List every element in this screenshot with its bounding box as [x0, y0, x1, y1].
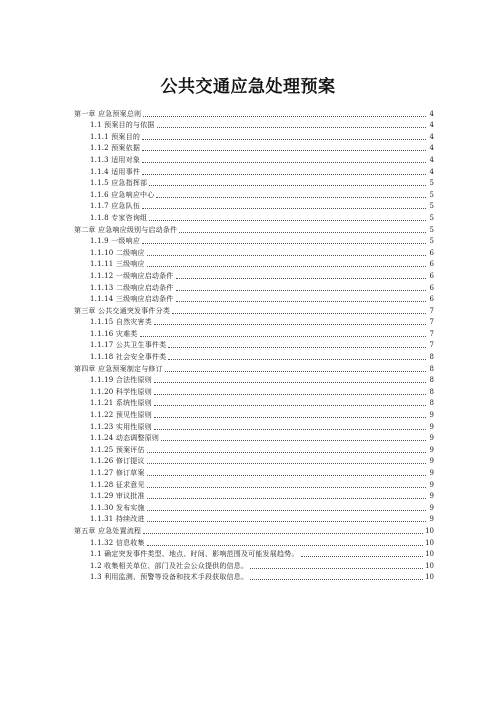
toc-entry-label: 第五章 应急处置流程	[74, 526, 142, 535]
toc-dot-leader	[147, 462, 426, 464]
toc-dot-leader	[168, 346, 426, 348]
toc-dot-leader	[161, 439, 426, 441]
toc-dot-leader	[143, 532, 423, 534]
toc-section-entry[interactable]	[74, 396, 434, 408]
toc-page-number: 5	[429, 190, 434, 199]
toc-section-entry[interactable]	[74, 558, 434, 570]
toc-page-number: 6	[429, 248, 434, 257]
toc-section-entry[interactable]	[74, 118, 434, 130]
toc-entry-label: 1.1.17 公共卫生事件类	[90, 341, 167, 350]
toc-page-number: 5	[429, 202, 434, 211]
toc-page-number: 4	[429, 155, 434, 164]
toc-entry-label: 1.2 收集相关单位、部门及社会公众提供的信息。	[90, 561, 249, 570]
toc-section-entry[interactable]	[74, 489, 434, 501]
toc-entry-label: 1.1.22 预见性原则	[90, 411, 152, 420]
toc-dot-leader	[147, 451, 426, 453]
toc-page-number: 8	[429, 364, 434, 373]
toc-entry-label: 1.1 确定突发事件类型、地点、时间、影响范围及可能发展趋势。	[90, 550, 299, 559]
toc-dot-leader	[149, 184, 426, 186]
toc-entry-label: 1.1.25 预案评估	[90, 445, 145, 454]
toc-page-number: 9	[429, 503, 434, 512]
toc-entry-label: 1.1.6 应急响应中心	[90, 190, 155, 199]
toc-entry-label: 第三章 公共交通突发事件分类	[74, 306, 171, 315]
toc-page-number: 8	[429, 399, 434, 408]
toc-section-entry[interactable]	[74, 268, 434, 280]
toc-chapter-entry[interactable]	[74, 222, 434, 234]
toc-entry-label: 1.1.31 持续改进	[90, 515, 145, 524]
toc-dot-leader	[147, 486, 426, 488]
toc-entry-label: 1.1.28 征求意见	[90, 480, 145, 489]
toc-entry-label: 1.1.32 信息收集	[90, 538, 145, 547]
toc-section-entry[interactable]	[74, 164, 434, 176]
toc-dot-leader	[147, 254, 426, 256]
toc-page-number: 7	[429, 306, 434, 315]
toc-page-number: 8	[429, 376, 434, 385]
toc-section-entry[interactable]	[74, 500, 434, 512]
toc-dot-leader	[147, 544, 423, 546]
toc-section-entry[interactable]	[74, 442, 434, 454]
toc-dot-leader	[147, 509, 426, 511]
toc-page-number: 6	[429, 283, 434, 292]
toc-section-entry[interactable]	[74, 338, 434, 350]
table-of-contents	[74, 106, 434, 581]
toc-page-number: 6	[429, 271, 434, 280]
toc-section-entry[interactable]	[74, 535, 434, 547]
toc-entry-label: 1.1.23 实用性原则	[90, 422, 152, 431]
toc-entry-label: 1.1.15 自然灾害类	[90, 318, 152, 327]
toc-section-entry[interactable]	[74, 257, 434, 269]
toc-section-entry[interactable]	[74, 141, 434, 153]
toc-dot-leader	[154, 404, 426, 406]
toc-page-number: 9	[429, 434, 434, 443]
toc-section-entry[interactable]	[74, 431, 434, 443]
toc-chapter-entry[interactable]	[74, 361, 434, 373]
toc-dot-leader	[147, 497, 426, 499]
toc-page-number: 10	[425, 538, 434, 547]
toc-page-number: 5	[429, 237, 434, 246]
toc-page-number: 10	[425, 526, 434, 535]
toc-page-number: 9	[429, 411, 434, 420]
toc-dot-leader	[142, 161, 426, 163]
toc-entry-label: 1.1.12 一级响应启动条件	[90, 271, 174, 280]
toc-section-entry[interactable]	[74, 176, 434, 188]
toc-section-entry[interactable]	[74, 477, 434, 489]
toc-section-entry[interactable]	[74, 419, 434, 431]
toc-page-number: 4	[429, 144, 434, 153]
toc-entry-label: 第四章 应急预案制定与修订	[74, 364, 163, 373]
toc-entry-label: 1.1.24 动态调整原则	[90, 434, 160, 443]
toc-page-number: 5	[429, 179, 434, 188]
toc-page-number: 9	[429, 469, 434, 477]
toc-section-entry[interactable]	[74, 407, 434, 419]
toc-dot-leader	[157, 126, 426, 128]
toc-dot-leader	[172, 312, 426, 314]
toc-section-entry[interactable]	[74, 187, 434, 199]
toc-dot-leader	[156, 196, 426, 198]
toc-page-number: 7	[429, 318, 434, 327]
toc-page-number: 9	[429, 480, 434, 489]
toc-section-entry[interactable]	[74, 384, 434, 396]
toc-dot-leader	[250, 567, 423, 569]
toc-dot-leader	[301, 555, 424, 557]
toc-dot-leader	[154, 428, 426, 430]
toc-page-number: 9	[429, 492, 434, 501]
toc-entry-label: 1.1.3 适用对象	[90, 155, 141, 164]
toc-entry-label: 1.1.8 专家咨询组	[90, 213, 148, 222]
toc-entry-label: 1.1.11 三级响应	[90, 260, 145, 269]
toc-section-entry[interactable]	[74, 129, 434, 141]
toc-dot-leader	[142, 173, 426, 175]
toc-page-number: 5	[429, 225, 434, 234]
toc-dot-leader	[176, 277, 427, 279]
toc-page-number: 7	[429, 341, 434, 350]
toc-section-entry[interactable]	[74, 234, 434, 246]
toc-entry-label: 1.1.26 修订提议	[90, 457, 145, 466]
toc-entry-label: 1.1.16 灾难类	[90, 329, 138, 338]
toc-section-entry[interactable]	[74, 570, 434, 582]
toc-dot-leader	[142, 149, 426, 151]
toc-page-number: 5	[429, 213, 434, 222]
toc-page-number: 10	[425, 550, 434, 559]
toc-entry-label: 1.1.29 审议批准	[90, 492, 145, 501]
toc-entry-label: 第一章 应急预案总则	[74, 109, 142, 118]
toc-dot-leader	[147, 474, 426, 476]
toc-entry-label: 1.1.1 预案目的	[90, 132, 141, 141]
toc-page-number: 4	[429, 109, 434, 118]
toc-chapter-entry[interactable]	[74, 523, 434, 535]
toc-dot-leader	[142, 242, 426, 244]
toc-section-entry[interactable]	[74, 280, 434, 292]
toc-section-entry[interactable]	[74, 454, 434, 466]
toc-section-entry[interactable]	[74, 465, 434, 477]
toc-entry-label: 1.1.27 修订草案	[90, 469, 145, 477]
toc-dot-leader	[154, 393, 426, 395]
toc-section-entry[interactable]	[74, 512, 434, 524]
toc-entry-label: 1.1.10 二级响应	[90, 248, 145, 257]
toc-chapter-entry[interactable]	[74, 106, 434, 118]
toc-dot-leader	[149, 219, 426, 221]
toc-page-number: 6	[429, 260, 434, 269]
toc-dot-leader	[147, 265, 426, 267]
toc-entry-label: 1.1.18 社会安全事件类	[90, 353, 167, 362]
toc-page-number: 9	[429, 457, 434, 466]
toc-entry-label: 1.1.13 二级响应启动条件	[90, 283, 174, 292]
toc-dot-leader	[140, 335, 427, 337]
toc-section-entry[interactable]	[74, 292, 434, 304]
toc-section-entry[interactable]	[74, 152, 434, 164]
toc-page-number: 9	[429, 445, 434, 454]
toc-dot-leader	[154, 323, 426, 325]
toc-entry-label: 1.1.21 系统性原则	[90, 399, 152, 408]
toc-page-number: 8	[429, 353, 434, 362]
toc-chapter-entry[interactable]	[74, 303, 434, 315]
toc-entry-label: 1.1.19 合法性原则	[90, 376, 152, 385]
toc-entry-label: 1.1.9 一级响应	[90, 237, 141, 246]
toc-section-entry[interactable]	[74, 199, 434, 211]
toc-section-entry[interactable]	[74, 326, 434, 338]
toc-entry-label: 1.1.14 三级响应启动条件	[90, 295, 174, 304]
toc-page-number: 9	[429, 422, 434, 431]
toc-entry-label: 1.3 利用监测、预警等设备和技术手段获取信息。	[90, 573, 249, 582]
toc-page-number: 7	[429, 329, 434, 338]
toc-dot-leader	[176, 300, 427, 302]
toc-dot-leader	[165, 370, 426, 372]
toc-section-entry[interactable]	[74, 373, 434, 385]
toc-section-entry[interactable]	[74, 245, 434, 257]
toc-page-number: 10	[425, 561, 434, 570]
toc-page-number: 10	[425, 573, 434, 582]
toc-page-number: 4	[429, 167, 434, 176]
toc-page-number: 6	[429, 295, 434, 304]
page-title: 公共交通应急处理预案	[160, 77, 336, 97]
toc-dot-leader	[168, 358, 426, 360]
toc-page-number: 8	[429, 387, 434, 396]
toc-dot-leader	[147, 520, 426, 522]
toc-entry-label: 1.1.20 科学性原则	[90, 387, 152, 396]
toc-entry-label: 1.1.4 适用事件	[90, 167, 141, 176]
toc-page-number: 9	[429, 515, 434, 524]
toc-entry-label: 1.1.5 应急指挥部	[90, 179, 148, 188]
toc-dot-leader	[143, 115, 426, 117]
toc-entry-label: 1.1.2 预案依据	[90, 144, 141, 153]
toc-dot-leader	[154, 416, 426, 418]
toc-entry-label: 1.1.30 发布实施	[90, 503, 145, 512]
toc-entry-label: 1.1.7 应急队伍	[90, 202, 141, 211]
toc-section-entry[interactable]	[74, 349, 434, 361]
toc-dot-leader	[250, 578, 423, 580]
toc-entry-label: 1.1 预案目的与依据	[90, 121, 155, 130]
toc-page-number: 4	[429, 132, 434, 141]
toc-section-entry[interactable]	[74, 210, 434, 222]
toc-entry-label: 第二章 应急响应级别与启动条件	[74, 225, 178, 234]
toc-page-number: 4	[429, 121, 434, 130]
toc-section-entry[interactable]	[74, 315, 434, 327]
toc-dot-leader	[142, 207, 426, 209]
toc-dot-leader	[179, 231, 426, 233]
toc-dot-leader	[154, 381, 426, 383]
toc-section-entry[interactable]	[74, 547, 434, 559]
toc-dot-leader	[142, 138, 426, 140]
toc-dot-leader	[176, 289, 427, 291]
